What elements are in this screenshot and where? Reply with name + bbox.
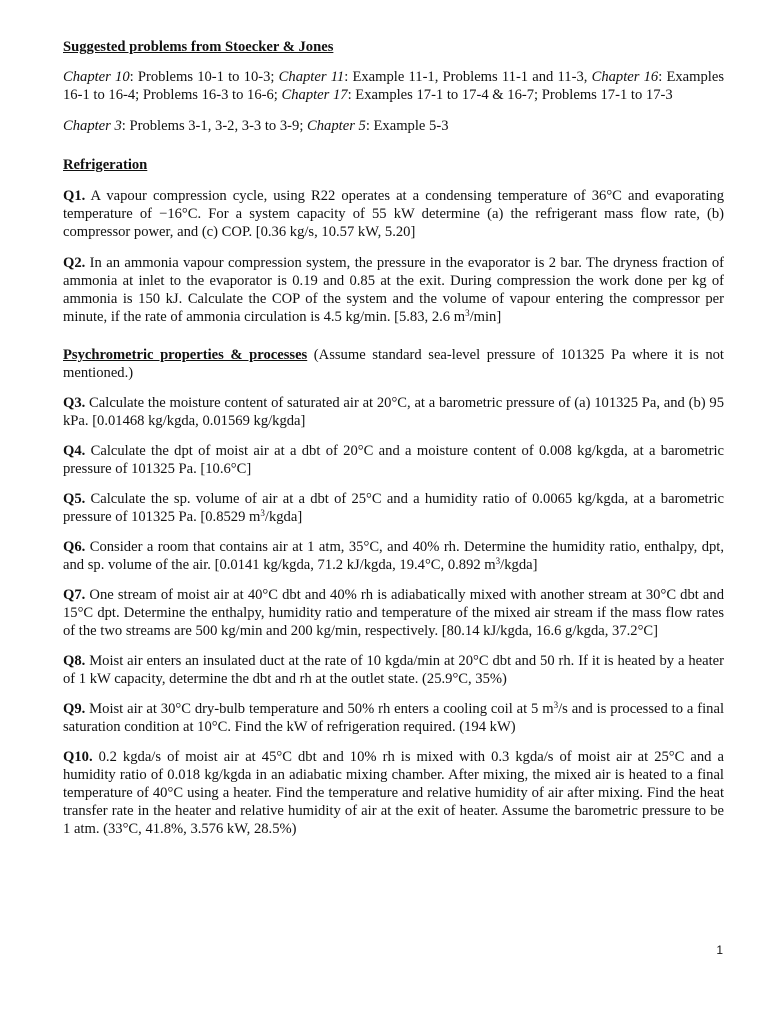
q10-label: Q10. [63,749,93,765]
q4-label: Q4. [63,443,86,459]
q8-text: Moist air enters an insulated duct at the rate of 10 kgda/min at 20°C dbt and 50 rh. If it is heated by a heater of 1 kW capacity, determine the dbt and rh at the outlet state. (25.9°C, 35%) [63,653,724,687]
q4-text: Calculate the dpt of moist air at a dbt of 20°C and a moisture content of 0.008 kg/kgda, at a barometric pressure of 101325 Pa. [10.6°C] [63,443,724,477]
chapter-11-text: : Example 11-1, Problems 11-1 and 11-3, [344,69,592,85]
q2-text-end: /min] [469,309,502,325]
psychrometric-section [63,346,724,382]
question-q10 [63,748,724,838]
chapter-16-name: Chapter 16 [591,69,659,85]
q5-label: Q5. [63,491,86,507]
suggested-problems-heading [63,38,724,56]
question-q1 [63,187,724,241]
chapter-list-b [63,117,724,135]
q3-text: Calculate the moisture content of saturated air at 20°C, at a barometric pressure of (a) 101325 Pa, and (b) 95 kPa. [0.01468 kg/kgda, 0.01569 kg/kgda] [63,395,724,429]
chapter-10-name: Chapter 10 [63,69,130,85]
q6-text: Consider a room that contains air at 1 atm, 35°C, and 40% rh. Determine the humidity ratio, enthalpy, dpt, and sp. volume of the air. [0.0141 kg/kgda, 71.2 kJ/kgda, 19.4°C, 0.892 m [63,539,724,573]
question-q7 [63,586,724,640]
heading-text: Suggested problems from Stoecker & Jones [63,39,334,55]
refrigeration-heading [63,156,724,174]
page-number: 1 [716,943,723,957]
question-q2 [63,254,724,326]
chapter-17-text: : Examples 17-1 to 17-4 & 16-7; Problems 17-1 to 17-3 [347,87,673,103]
q9-text: Moist air at 30°C dry-bulb temperature and 50% rh enters a cooling coil at 5 m [85,701,554,717]
question-q4 [63,442,724,478]
q8-label: Q8. [63,653,86,669]
psychrometric-note: (Assume standard sea-level pressure of 101325 Pa where it is not mentioned.) [63,347,724,381]
chapter-10-text: : Problems 10-1 to 10-3; [129,69,279,85]
question-q9 [63,700,724,736]
q1-text: A vapour compression cycle, using R22 operates at a condensing temperature of 36°C and evaporating temperature of −16°C. For a system capacity of 55 kW determine (a) the refrigerant mass flow rate, (b) compressor power, and (c) COP. [0.36 kg/s, 10.57 kW, 5.20] [63,188,724,240]
chapter-17-name: Chapter 17 [281,87,348,103]
q2-label: Q2. [63,255,86,271]
q7-text: One stream of moist air at 40°C dbt and 40% rh is adiabatically mixed with another stream at 30°C dbt and 15°C dpt. Determine the enthalpy, humidity ratio and temperature of the mixed air stream if the mass flow rates of the two streams are 500 kg/min and 200 kg/min, respectively. [80.14 kJ/kgda, 16.6 g/kgda, 37.2°C] [63,587,724,639]
chapter-3-name: Chapter 3 [63,118,122,134]
q10-text: 0.2 kgda/s of moist air at 45°C dbt and 10% rh is mixed with 0.3 kgda/s of moist air at 25°C and a humidity ratio of 0.018 kg/kgda in an adiabatic mixing chamber. After mixing, the mixed air is heated to a final temperature of 40°C using a heater. Find the temperature and relative humidity of air after mixing. Find the heat transfer rate in the heater and relative humidity of air at the exit of heater. Assume the barometric pressure to be 1 atm. (33°C, 41.8%, 3.576 kW, 28.5%) [63,749,724,837]
chapter-11-name: Chapter 11 [278,69,345,85]
q5-text: Calculate the sp. volume of air at a dbt of 25°C and a humidity ratio of 0.0065 kg/kgda, at a barometric pressure of 101325 Pa. [0.8529 m [63,491,724,525]
chapter-5-text: : Example 5-3 [365,118,449,134]
q9-label: Q9. [63,701,86,717]
q3-label: Q3. [63,395,86,411]
q9-text-end: /s and is processed to a final saturation condition at 10°C. Find the kW of refrigeration required. (194 kW) [63,701,724,735]
q7-label: Q7. [63,587,86,603]
question-q3 [63,394,724,430]
q6-text-end: /kgda] [500,557,538,573]
question-q6 [63,538,724,574]
chapter-16-text: : Examples 16-1 to 16-4; Problems 16-3 to 16-6; [63,69,725,103]
question-q8 [63,652,724,688]
psychrometric-heading: Psychrometric properties & processes [63,347,308,363]
q5-text-end: /kgda] [264,509,303,525]
q2-superscript: 3 [465,308,470,318]
q6-label: Q6. [63,539,86,555]
chapter-list-a [63,68,724,104]
chapter-5-name: Chapter 5 [307,118,366,134]
q9-superscript: 3 [553,700,559,710]
q6-superscript: 3 [495,556,501,566]
refrigeration-heading-text: Refrigeration [63,157,148,173]
question-q5 [63,490,724,526]
q5-superscript: 3 [260,508,265,518]
q2-text: In an ammonia vapour compression system, the pressure in the evaporator is 2 bar. The dryness fraction of ammonia at inlet to the evaporator is 0.19 and 0.85 at the exit. During compression the work done per kg of ammonia is 150 kJ. Calculate the COP of the system and the volume of vapour entering the compressor per minute, if the rate of ammonia circulation is 4.5 kg/min. [5.83, 2.6 m [63,255,724,325]
chapter-3-text: : Problems 3-1, 3-2, 3-3 to 3-9; [121,118,308,134]
document-page [63,38,724,838]
q1-label: Q1. [63,188,86,204]
